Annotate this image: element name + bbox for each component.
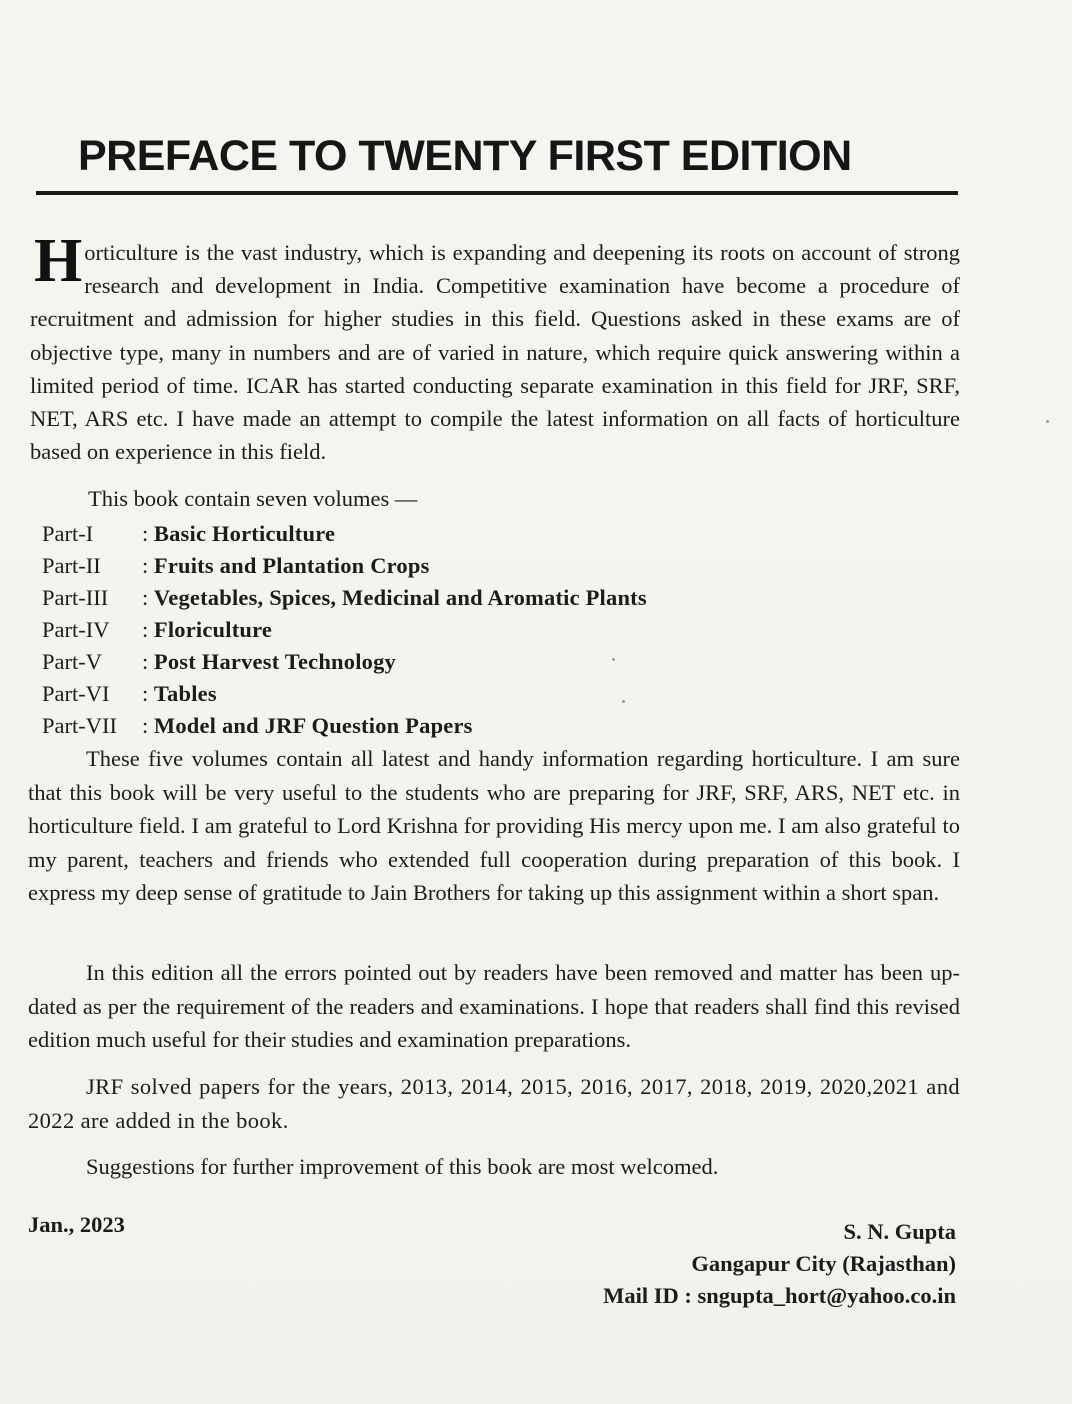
intro-paragraph-text: orticulture is the vast industry, which is expanding and deepening its roots on account of strong research and development in India. Competitive examination have become a procedure of recruitment and admission for higher studies in this field. Questions asked in these exams are of objective type, many in numbers and are of varied in nature, which require quick answering within a limited period of time. ICAR has started conducting separate examination in this field for JRF, SRF, NET, ARS etc. I have made an attempt to compile the latest information on all facts of horticulture based on experience in this field.	[30, 240, 960, 465]
volume-list-item: Part-VI : Tables	[42, 678, 647, 710]
part-name: Basic Horticulture	[153, 521, 336, 546]
paper-speck	[622, 700, 625, 703]
part-name: Vegetables, Spices, Medicinal and Aromatic Plants	[153, 585, 647, 610]
drop-cap-letter: H	[34, 227, 83, 295]
volume-list-item: Part-IV : Floriculture	[42, 614, 647, 646]
author-signature-block	[603, 1216, 956, 1312]
author-name: S. N. Gupta	[843, 1219, 956, 1244]
volume-list-item: Part-II : Fruits and Plantation Crops	[42, 550, 647, 582]
volume-list-item: Part-V : Post Harvest Technology	[42, 646, 647, 678]
part-label: Part-II	[42, 553, 101, 578]
volumes-paragraph: These five volumes contain all latest and handy information regarding horticulture. I am sure that this book will be very useful to the students who are preparing for JRF, SRF, ARS, NET etc. in horticulture field. I am grateful to Lord Krishna for providing His mercy upon me. I am also grateful to my parent, teachers and friends who extended full cooperation during preparation of this book. I express my deep sense of gratitude to Jain Brothers for taking up this assignment within a short span.	[28, 746, 960, 906]
volume-list	[42, 518, 647, 742]
author-place: Gangapur City (Rajasthan)	[691, 1251, 956, 1276]
part-label: Part-I	[42, 521, 94, 546]
paper-speck	[1046, 420, 1049, 423]
part-label: Part-VI	[42, 681, 110, 706]
volume-list-item: Part-VII : Model and JRF Question Papers	[42, 710, 647, 742]
volume-list-item: Part-I : Basic Horticulture	[42, 518, 647, 550]
paper-speck	[612, 658, 615, 661]
preface-date: Jan., 2023	[28, 1212, 125, 1237]
volume-list-item: Part-III : Vegetables, Spices, Medicinal and Aromatic Plants	[42, 582, 647, 614]
suggestions-paragraph: Suggestions for further improvement of this book are most welcomed.	[86, 1154, 719, 1179]
edition-paragraph: In this edition all the errors pointed out by readers have been removed and matter has been up-dated as per the requirement of the readers and examinations. I hope that readers shall find this revised edition much useful for their studies and examination preparations.	[28, 960, 960, 1053]
part-name: Floriculture	[153, 617, 273, 642]
page-title: PREFACE TO TWENTY FIRST EDITION	[78, 132, 852, 180]
part-label: Part-IV	[42, 617, 110, 642]
part-name: Tables	[153, 681, 217, 706]
part-name: Post Harvest Technology	[153, 649, 396, 674]
solved-papers-paragraph: JRF solved papers for the years, 2013, 2014, 2015, 2016, 2017, 2018, 2019, 2020,2021 and 2022 are added in the book.	[28, 1074, 960, 1133]
volumes-intro: This book contain seven volumes —	[88, 486, 418, 511]
author-mail: Mail ID : sngupta_hort@yahoo.co.in	[603, 1283, 956, 1308]
part-label: Part-VII	[42, 713, 117, 738]
part-name: Fruits and Plantation Crops	[153, 553, 430, 578]
part-label: Part-V	[42, 649, 102, 674]
part-label: Part-III	[42, 585, 109, 610]
intro-paragraph	[30, 227, 960, 468]
title-underline	[36, 191, 958, 195]
part-name: Model and JRF Question Papers	[153, 713, 473, 738]
